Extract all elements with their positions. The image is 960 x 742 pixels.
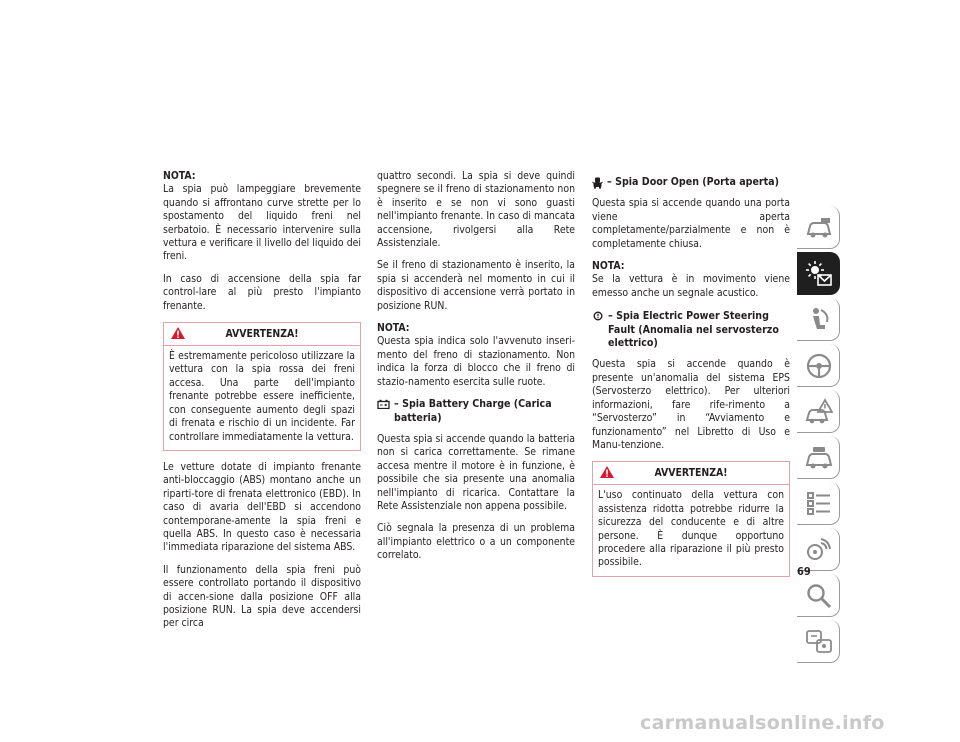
warning-text: È estremamente pericoloso utilizzare la vettura con la spia rossa dei freni accesa. Una parte dell'impianto frenante potrebbe essere inefficiente, con conseguente aumento degli spazi di frenata e rischio di un incidente. Far controllare immediatamente la vettura. (169, 350, 355, 443)
note-3 (592, 260, 790, 300)
tab-emergency[interactable] (797, 390, 840, 433)
note-text: Questa spia indica solo l'avvenuto inseri-mento del freno di stazionamento. Non indica la forza di blocco che il freno di stazio-namento esercita sulle ruote. (377, 335, 575, 388)
tab-language[interactable] (797, 620, 840, 663)
language-icon (805, 628, 833, 656)
battery-heading (377, 398, 575, 425)
watermark: carmanualsonline.info (640, 712, 885, 734)
chapter-tabs (797, 206, 842, 666)
search-index-icon (805, 582, 833, 610)
note-text: La spia può lampeggiare brevemente quando si affrontano curve strette per lo spostamento del liquido freni nel serbatoio. È necessario intervenire sulla vettura e verificare il livello del liquido dei freni. (163, 183, 361, 263)
column-2 (377, 170, 575, 572)
tab-index[interactable] (797, 574, 840, 617)
paragraph: quattro secondi. La spia si deve quindi spegnere se il freno di stazionamento non è inserito e se non vi sono guasti nell'impianto frenante. In caso di mancata accensione, rivolgersi alla Rete Assistenziale. (377, 170, 575, 250)
warning-title: AVVERTENZA! (654, 467, 728, 480)
column-1 (163, 170, 361, 640)
multimedia-icon (805, 536, 833, 564)
warning-box (163, 322, 361, 451)
tab-specifications[interactable] (797, 482, 840, 525)
door-open-icon (592, 177, 603, 189)
door-heading-text: – Spia Door Open (Porta aperta) (607, 176, 779, 188)
paragraph: Questa spia si accende quando una porta viene aperta completamente/parzialmente e non è completamente chiusa. (592, 197, 790, 250)
warning-header (164, 323, 360, 346)
tab-car-dashboard[interactable] (797, 206, 840, 249)
battery-heading-text: – Spia Battery Charge (Carica batteria) (394, 398, 552, 424)
paragraph: Se il freno di stazionamento è inserito, la spia si accenderà nel momento in cui il dispositivo di accensione verrà portato in posizione RUN. (377, 259, 575, 312)
warning-text: L'uso continuato della vettura con assistenza ridotta potrebbe ridurre la sicurezza del conducente e di altre persone. È dunque opportuno procedere alla riparazione il più presto possibile. (598, 489, 784, 569)
eps-heading (592, 310, 790, 350)
paragraph: Questa spia si accende quando la batteria non si carica correttamente. Se rimane accesa mentre il motore è in funzione, è possibile che sia presente una anomalia nell'impianto di ricarica. Contattare la Rete Assistenziale non appena possibile. (377, 432, 575, 512)
note-1 (163, 170, 361, 264)
note-label: NOTA: (377, 322, 410, 335)
tab-warning-lights[interactable] (797, 252, 840, 295)
warning-box (592, 461, 790, 576)
paragraph: Il funzionamento della spia freni può essere controllato portando il dispositivo di accen-sione dalla posizione OFF alla posizione RUN. La spia deve accendersi per circa (163, 563, 361, 630)
paragraph: Questa spia si accende quando è presente un'anomalia del sistema EPS (Servosterzo elettrico). Per ulteriori informazioni, fare rife-rimento a “Servosterzo” in “Avviamento e funzionamento” nel Libretto di Uso e Manu-tenzione. (592, 358, 790, 451)
steering-wheel-icon (805, 352, 833, 380)
car-dashboard-icon (805, 214, 833, 242)
emergency-car-icon (805, 398, 833, 426)
warning-header (593, 462, 789, 485)
page-number: 69 (797, 565, 811, 578)
note-text: Se la vettura è in movimento viene emesso anche un segnale acustico. (592, 273, 790, 299)
steering-fault-icon (592, 311, 604, 322)
note-label: NOTA: (592, 260, 625, 273)
warning-lights-icon (805, 260, 833, 288)
warning-title: AVVERTENZA! (225, 328, 299, 341)
paragraph: Le vetture dotate di impianto frenante anti-bloccaggio (ABS) montano anche un riparti-tore di frenata elettronico (EBD). In caso di avaria dell'EBD si accendono contemporane-amente la spia freni e quella ABS. In questo caso è necessaria l'immediata riparazione del sistema ABS. (163, 460, 361, 554)
paragraph: Ciò segnala la presenza di un problema all'impianto elettrico o a un componente correlato. (377, 522, 575, 562)
tab-safety[interactable] (797, 298, 840, 341)
note-2 (377, 322, 575, 389)
door-heading (592, 176, 790, 189)
tab-starting-operating[interactable] (797, 344, 840, 387)
warning-triangle-icon (170, 326, 186, 340)
checklist-icon (805, 490, 833, 518)
note-label: NOTA: (163, 170, 196, 182)
column-3 (592, 170, 790, 587)
eps-heading-text: – Spia Electric Power Steering Fault (Anomalia nel servosterzo elettrico) (608, 310, 779, 350)
tab-servicing[interactable] (797, 436, 840, 479)
paragraph: In caso di accensione della spia far control-lare al più presto l'impianto frenante. (163, 272, 361, 312)
safety-airbag-icon (805, 306, 833, 334)
warning-triangle-icon (599, 465, 615, 479)
battery-icon (377, 399, 390, 409)
service-car-icon (805, 444, 833, 472)
